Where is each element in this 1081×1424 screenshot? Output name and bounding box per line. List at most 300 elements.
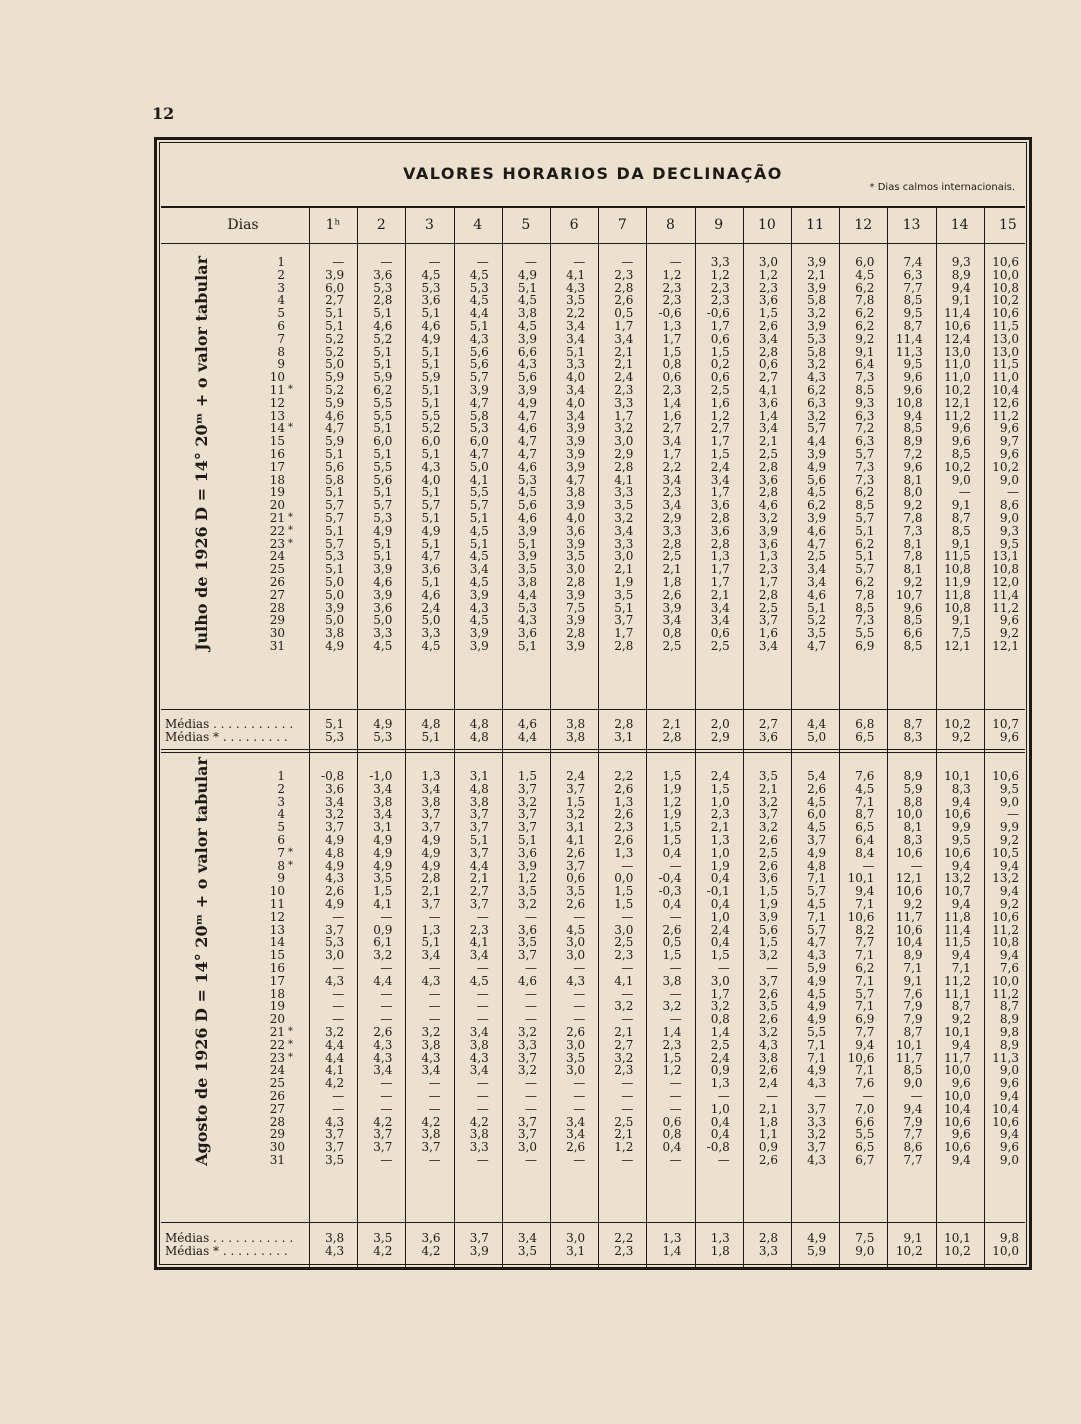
value-cell: 4,9 bbox=[421, 833, 441, 847]
value-cell: — bbox=[428, 999, 441, 1014]
value-cell: 5,7 bbox=[807, 421, 827, 436]
value-cell: 4,3 bbox=[758, 1037, 778, 1052]
day-number: 7 bbox=[277, 331, 285, 346]
value-cell: 3,7 bbox=[421, 807, 441, 822]
value-cell: 3,7 bbox=[807, 1140, 827, 1155]
value-cell: 8,5 bbox=[903, 1063, 923, 1078]
value-cell: 3,6 bbox=[566, 523, 586, 538]
value-cell: 2,6 bbox=[758, 1063, 778, 1078]
value-cell: — bbox=[717, 961, 730, 975]
mean-value-cell: 3,6 bbox=[421, 1231, 441, 1245]
value-cell: 3,4 bbox=[710, 472, 730, 487]
day-number: 29 bbox=[269, 613, 285, 628]
value-cell: 10,0 bbox=[992, 267, 1019, 282]
value-cell: 1,2 bbox=[662, 794, 682, 809]
value-cell: 3,0 bbox=[614, 922, 634, 937]
value-cell: 7,6 bbox=[903, 986, 923, 1001]
value-cell: 3,2 bbox=[517, 794, 537, 809]
value-cell: 10,4 bbox=[992, 383, 1019, 397]
value-cell: 9,6 bbox=[999, 613, 1019, 628]
value-cell: 9,9 bbox=[999, 820, 1019, 835]
value-cell: 10,6 bbox=[895, 884, 923, 899]
calm-day-star: * bbox=[288, 384, 293, 395]
value-cell: 7,1 bbox=[807, 1050, 827, 1065]
value-cell: 0,6 bbox=[710, 370, 730, 385]
value-cell: 3,9 bbox=[469, 587, 489, 602]
value-cell: 3,0 bbox=[566, 1037, 586, 1052]
value-cell: 3,7 bbox=[325, 820, 345, 835]
value-cell: — bbox=[669, 1076, 682, 1091]
day-number: 30 bbox=[269, 626, 285, 641]
mean-value-cell: 4,8 bbox=[421, 717, 441, 731]
value-cell: 4,6 bbox=[517, 511, 537, 525]
value-cell: — bbox=[669, 255, 682, 269]
value-cell: 3,7 bbox=[421, 820, 441, 835]
value-cell: 5,1 bbox=[469, 319, 489, 333]
value-cell: 10,6 bbox=[895, 845, 923, 860]
value-cell: 5,5 bbox=[373, 408, 393, 423]
value-cell: 5,3 bbox=[469, 421, 489, 436]
mean-value-cell: 2,9 bbox=[710, 729, 730, 744]
value-cell: 3,5 bbox=[517, 935, 537, 950]
value-cell: 3,6 bbox=[758, 293, 778, 308]
value-cell: 4,9 bbox=[421, 523, 441, 538]
means-label: Médias * . . . . . . . . . bbox=[165, 1243, 288, 1258]
value-cell: 9,2 bbox=[999, 626, 1019, 641]
value-cell: — bbox=[476, 999, 489, 1014]
value-cell: 9,6 bbox=[951, 1076, 971, 1091]
value-cell: 3,4 bbox=[421, 948, 441, 963]
value-cell: 9,6 bbox=[903, 383, 923, 397]
value-cell: — bbox=[332, 986, 345, 1001]
mean-value-cell: 3,4 bbox=[517, 1231, 537, 1245]
value-cell: 4,9 bbox=[373, 523, 393, 538]
value-cell: 3,0 bbox=[566, 948, 586, 963]
value-cell: 1,5 bbox=[758, 306, 778, 321]
value-cell: 0,9 bbox=[373, 922, 393, 937]
value-cell: 10,0 bbox=[895, 807, 923, 822]
value-cell: 4,3 bbox=[469, 600, 489, 615]
value-cell: 8,7 bbox=[999, 999, 1019, 1014]
value-cell: 3,2 bbox=[710, 999, 730, 1014]
value-cell: 2,8 bbox=[566, 626, 586, 641]
value-cell: 2,6 bbox=[566, 1025, 586, 1039]
value-cell: 7,1 bbox=[855, 794, 875, 809]
value-cell: 1,4 bbox=[758, 408, 778, 423]
value-cell: — bbox=[717, 1153, 730, 1167]
value-cell: 2,1 bbox=[758, 781, 778, 796]
value-cell: 11,7 bbox=[944, 1050, 971, 1065]
value-cell: 4,2 bbox=[325, 1076, 345, 1091]
value-cell: 10,7 bbox=[895, 587, 923, 602]
value-cell: — bbox=[910, 858, 923, 873]
value-cell: 3,7 bbox=[325, 922, 345, 937]
table-row bbox=[157, 1000, 1029, 1013]
value-cell: 2,4 bbox=[710, 922, 730, 937]
value-cell: 4,6 bbox=[807, 587, 827, 602]
value-cell: 3,7 bbox=[421, 1140, 441, 1155]
value-cell: 7,3 bbox=[855, 459, 875, 474]
value-cell: 2,5 bbox=[662, 639, 682, 653]
value-cell: 3,4 bbox=[421, 1063, 441, 1078]
value-cell: 5,7 bbox=[807, 922, 827, 937]
value-cell: 8,4 bbox=[855, 845, 875, 860]
value-cell: 3,4 bbox=[662, 434, 682, 449]
value-cell: 5,3 bbox=[373, 511, 393, 525]
day-number: 15 bbox=[269, 434, 285, 449]
mean-value-cell: 7,5 bbox=[855, 1231, 875, 1245]
value-cell: 5,3 bbox=[325, 935, 345, 950]
value-cell: 0,6 bbox=[662, 1114, 682, 1129]
day-number: 14 bbox=[269, 421, 285, 436]
day-number: 21 bbox=[269, 511, 285, 525]
mean-value-cell: 2,2 bbox=[614, 1231, 634, 1245]
value-cell: 3,4 bbox=[469, 562, 489, 577]
table-row bbox=[157, 435, 1029, 448]
value-cell: 4,9 bbox=[325, 639, 345, 653]
value-cell: 1,7 bbox=[710, 319, 730, 333]
value-cell: 2,5 bbox=[758, 447, 778, 461]
value-cell: 3,6 bbox=[758, 472, 778, 487]
value-cell: 3,4 bbox=[807, 562, 827, 577]
value-cell: 5,0 bbox=[421, 613, 441, 628]
value-cell: — bbox=[428, 1012, 441, 1027]
value-cell: 11,2 bbox=[992, 600, 1019, 615]
value-cell: 9,4 bbox=[999, 1089, 1019, 1103]
value-cell: 5,7 bbox=[469, 498, 489, 513]
value-cell: — bbox=[380, 255, 393, 269]
mean-value-cell: 4,4 bbox=[807, 717, 827, 731]
value-cell: 1,9 bbox=[662, 781, 682, 796]
header-bottom-rule bbox=[161, 243, 1025, 244]
value-cell: 1,5 bbox=[662, 1050, 682, 1065]
value-cell: 5,2 bbox=[325, 331, 345, 346]
day-number: 8 bbox=[277, 344, 285, 359]
table-row bbox=[157, 333, 1029, 346]
value-cell: 1,2 bbox=[517, 871, 537, 886]
value-cell: 4,2 bbox=[421, 1114, 441, 1129]
day-number: 15 bbox=[269, 948, 285, 963]
table-row bbox=[157, 320, 1029, 333]
day-number: 22 bbox=[269, 523, 285, 538]
value-cell: 4,5 bbox=[517, 485, 537, 500]
means-row bbox=[157, 731, 1029, 744]
value-cell: 6,9 bbox=[855, 639, 875, 653]
value-cell: 2,1 bbox=[710, 587, 730, 602]
value-cell: — bbox=[621, 909, 634, 924]
value-cell: 3,3 bbox=[566, 357, 586, 372]
value-cell: 4,7 bbox=[469, 447, 489, 461]
value-cell: 6,2 bbox=[855, 536, 875, 551]
value-cell: — bbox=[573, 1012, 586, 1027]
value-cell: 4,3 bbox=[421, 1050, 441, 1065]
value-cell: 11,4 bbox=[944, 306, 971, 321]
value-cell: 4,3 bbox=[373, 1037, 393, 1052]
value-cell: — bbox=[476, 1089, 489, 1103]
value-cell: 3,2 bbox=[614, 511, 634, 525]
value-cell: 2,4 bbox=[421, 600, 441, 615]
value-cell: 3,1 bbox=[373, 820, 393, 835]
value-cell: 2,3 bbox=[614, 383, 634, 397]
value-cell: 3,7 bbox=[517, 1050, 537, 1065]
value-cell: 11,2 bbox=[992, 922, 1019, 937]
value-cell: 5,3 bbox=[373, 280, 393, 295]
value-cell: 8,5 bbox=[903, 421, 923, 436]
value-cell: 4,4 bbox=[373, 973, 393, 988]
value-cell: 5,1 bbox=[421, 935, 441, 950]
value-cell: 5,7 bbox=[855, 447, 875, 461]
value-cell: 2,7 bbox=[758, 370, 778, 385]
value-cell: 1,7 bbox=[758, 575, 778, 589]
value-cell: — bbox=[573, 1089, 586, 1103]
value-cell: 10,8 bbox=[992, 280, 1019, 295]
value-cell: 2,8 bbox=[614, 639, 634, 653]
value-cell: 5,5 bbox=[855, 1127, 875, 1142]
value-cell: 3,9 bbox=[469, 639, 489, 653]
value-cell: — bbox=[573, 1076, 586, 1091]
value-cell: 5,1 bbox=[325, 523, 345, 538]
value-cell: 4,0 bbox=[421, 472, 441, 487]
value-cell: 8,9 bbox=[903, 769, 923, 783]
value-cell: 11,5 bbox=[944, 549, 971, 564]
value-cell: 1,3 bbox=[710, 549, 730, 564]
value-cell: 1,7 bbox=[710, 986, 730, 1001]
value-cell: 6,6 bbox=[903, 626, 923, 641]
value-cell: 6,6 bbox=[855, 1114, 875, 1129]
value-cell: 3,3 bbox=[614, 536, 634, 551]
value-cell: 4,8 bbox=[807, 858, 827, 873]
value-cell: 3,7 bbox=[325, 1140, 345, 1155]
value-cell: 6,6 bbox=[517, 344, 537, 359]
value-cell: 5,8 bbox=[325, 472, 345, 487]
value-cell: 3,1 bbox=[469, 769, 489, 783]
means-row bbox=[157, 1245, 1029, 1258]
value-cell: 5,7 bbox=[807, 884, 827, 899]
value-cell: 3,9 bbox=[566, 459, 586, 474]
value-cell: 1,7 bbox=[614, 408, 634, 423]
value-cell: 10,6 bbox=[992, 1114, 1019, 1129]
value-cell: 1,3 bbox=[710, 833, 730, 847]
value-cell: 12,1 bbox=[944, 639, 971, 653]
value-cell: 4,9 bbox=[421, 331, 441, 346]
value-cell: 2,7 bbox=[469, 884, 489, 899]
value-cell: 3,5 bbox=[566, 293, 586, 308]
value-cell: 3,7 bbox=[758, 613, 778, 628]
value-cell: 2,8 bbox=[758, 485, 778, 500]
mean-value-cell: 5,3 bbox=[373, 729, 393, 744]
calm-day-star: * bbox=[288, 512, 293, 523]
value-cell: 4,5 bbox=[421, 639, 441, 653]
value-cell: 1,5 bbox=[373, 884, 393, 899]
value-cell: 3,4 bbox=[807, 575, 827, 589]
value-cell: — bbox=[476, 1012, 489, 1027]
value-cell: 2,6 bbox=[614, 781, 634, 796]
value-cell: 2,6 bbox=[758, 1153, 778, 1167]
value-cell: 2,1 bbox=[421, 884, 441, 899]
value-cell: 11,8 bbox=[944, 587, 971, 602]
value-cell: 1,3 bbox=[614, 845, 634, 860]
value-cell: 5,3 bbox=[469, 280, 489, 295]
value-cell: 7,9 bbox=[903, 1114, 923, 1129]
value-cell: 2,4 bbox=[710, 459, 730, 474]
value-cell: 2,6 bbox=[758, 319, 778, 333]
value-cell: 5,3 bbox=[517, 600, 537, 615]
value-cell: 12,6 bbox=[992, 395, 1019, 410]
value-cell: 3,9 bbox=[325, 267, 345, 282]
value-cell: 2,6 bbox=[807, 781, 827, 796]
calm-day-star: * bbox=[288, 1038, 293, 1050]
value-cell: 2,8 bbox=[614, 459, 634, 474]
value-cell: 3,7 bbox=[373, 1140, 393, 1155]
value-cell: 1,3 bbox=[758, 549, 778, 564]
mean-value-cell: 4,4 bbox=[517, 729, 537, 744]
value-cell: 1,5 bbox=[758, 935, 778, 950]
value-cell: 4,5 bbox=[469, 613, 489, 628]
value-cell: 2,1 bbox=[614, 1127, 634, 1142]
value-cell: — bbox=[573, 1101, 586, 1116]
value-cell: 4,6 bbox=[517, 421, 537, 436]
value-cell: 8,6 bbox=[999, 498, 1019, 513]
value-cell: 10,6 bbox=[895, 922, 923, 937]
mean-value-cell: 4,2 bbox=[373, 1243, 393, 1258]
table-row bbox=[157, 256, 1029, 269]
value-cell: 7,1 bbox=[807, 1037, 827, 1052]
value-cell: 5,2 bbox=[421, 421, 441, 436]
value-cell: 5,9 bbox=[903, 781, 923, 796]
value-cell: 0,4 bbox=[662, 897, 682, 911]
value-cell: 0,9 bbox=[758, 1140, 778, 1155]
mean-value-cell: 4,9 bbox=[373, 717, 393, 731]
value-cell: 1,5 bbox=[710, 948, 730, 963]
value-cell: 4,3 bbox=[373, 1050, 393, 1065]
calm-day-star: * bbox=[288, 1026, 293, 1037]
value-cell: 3,4 bbox=[614, 331, 634, 346]
value-cell: 9,6 bbox=[999, 421, 1019, 436]
value-cell: 9,1 bbox=[951, 498, 971, 513]
value-cell: 3,3 bbox=[614, 485, 634, 500]
table-row bbox=[157, 614, 1029, 627]
calm-day-star: * bbox=[288, 846, 293, 858]
value-cell: 0,4 bbox=[662, 845, 682, 860]
value-cell: 6,3 bbox=[807, 395, 827, 410]
value-cell: 1,8 bbox=[758, 1114, 778, 1129]
value-cell: 3,9 bbox=[469, 383, 489, 397]
value-cell: 6,2 bbox=[855, 961, 875, 975]
value-cell: 9,4 bbox=[999, 1127, 1019, 1142]
value-cell: 3,2 bbox=[517, 897, 537, 911]
value-cell: 6,2 bbox=[855, 485, 875, 500]
value-cell: 6,0 bbox=[855, 255, 875, 269]
value-cell: 3,1 bbox=[566, 820, 586, 835]
value-cell: 10,1 bbox=[944, 1025, 971, 1039]
value-cell: 7,9 bbox=[903, 1012, 923, 1027]
hour-header: 2 bbox=[376, 217, 386, 233]
value-cell: 1,9 bbox=[614, 575, 634, 589]
value-cell: 8,9 bbox=[951, 267, 971, 282]
value-cell: 3,2 bbox=[614, 1050, 634, 1065]
value-cell: — bbox=[958, 485, 971, 500]
value-cell: 10,8 bbox=[944, 600, 971, 615]
value-cell: 2,2 bbox=[566, 306, 586, 321]
table-row bbox=[157, 550, 1029, 563]
value-cell: 2,1 bbox=[614, 1025, 634, 1039]
table-row bbox=[157, 1026, 1029, 1039]
value-cell: 9,0 bbox=[999, 1153, 1019, 1167]
table-row bbox=[157, 988, 1029, 1001]
value-cell: 5,1 bbox=[421, 485, 441, 500]
mean-value-cell: 4,8 bbox=[469, 729, 489, 744]
table-row bbox=[157, 384, 1029, 397]
value-cell: 2,8 bbox=[758, 344, 778, 359]
value-cell: 3,7 bbox=[517, 1114, 537, 1129]
value-cell: 8,1 bbox=[903, 536, 923, 551]
value-cell: 4,4 bbox=[325, 1037, 345, 1052]
calm-day-star: * bbox=[288, 859, 293, 871]
value-cell: 1,2 bbox=[662, 1063, 682, 1078]
calm-day-star: * bbox=[288, 1051, 293, 1063]
value-cell: 3,4 bbox=[373, 807, 393, 822]
value-cell: 7,1 bbox=[807, 871, 827, 886]
value-cell: 9,9 bbox=[951, 820, 971, 835]
value-cell: 3,6 bbox=[325, 781, 345, 796]
value-cell: 3,7 bbox=[517, 1127, 537, 1142]
value-cell: 2,4 bbox=[710, 769, 730, 783]
table-row bbox=[157, 911, 1029, 924]
value-cell: — bbox=[765, 961, 778, 975]
value-cell: — bbox=[669, 1153, 682, 1167]
table-row bbox=[157, 525, 1029, 538]
value-cell: 0,0 bbox=[614, 871, 634, 886]
value-cell: — bbox=[380, 909, 393, 924]
value-cell: 7,6 bbox=[999, 961, 1019, 975]
value-cell: — bbox=[524, 1101, 537, 1116]
value-cell: — bbox=[524, 961, 537, 975]
table-row bbox=[157, 269, 1029, 282]
value-cell: 1,5 bbox=[710, 447, 730, 461]
value-cell: 5,5 bbox=[855, 626, 875, 641]
value-cell: 5,8 bbox=[469, 408, 489, 423]
value-cell: 3,6 bbox=[758, 395, 778, 410]
value-cell: 3,2 bbox=[807, 408, 827, 423]
value-cell: 6,2 bbox=[373, 383, 393, 397]
value-cell: 9,2 bbox=[999, 833, 1019, 847]
value-cell: 11,4 bbox=[992, 587, 1019, 602]
hour-header: 12 bbox=[854, 217, 873, 233]
value-cell: 8,2 bbox=[855, 922, 875, 937]
value-cell: 1,2 bbox=[614, 1140, 634, 1155]
value-cell: 4,6 bbox=[373, 319, 393, 333]
table-row bbox=[157, 499, 1029, 512]
day-number: 9 bbox=[277, 871, 285, 886]
table-row bbox=[157, 461, 1029, 474]
value-cell: 4,9 bbox=[807, 973, 827, 988]
value-cell: 5,1 bbox=[421, 306, 441, 321]
table-row bbox=[157, 1077, 1029, 1090]
value-cell: 5,1 bbox=[421, 536, 441, 551]
value-cell: 9,0 bbox=[999, 1063, 1019, 1078]
value-cell: 3,7 bbox=[469, 845, 489, 860]
value-cell: 9,0 bbox=[999, 472, 1019, 487]
value-cell: 4,6 bbox=[517, 459, 537, 474]
value-cell: 1,5 bbox=[662, 820, 682, 835]
value-cell: 11,3 bbox=[992, 1050, 1019, 1065]
mean-value-cell: 8,3 bbox=[903, 729, 923, 744]
value-cell: 12,0 bbox=[992, 575, 1019, 589]
value-cell: 12,1 bbox=[944, 395, 971, 410]
value-cell: 5,1 bbox=[517, 639, 537, 653]
value-cell: 3,4 bbox=[758, 331, 778, 346]
value-cell: 9,4 bbox=[999, 884, 1019, 899]
